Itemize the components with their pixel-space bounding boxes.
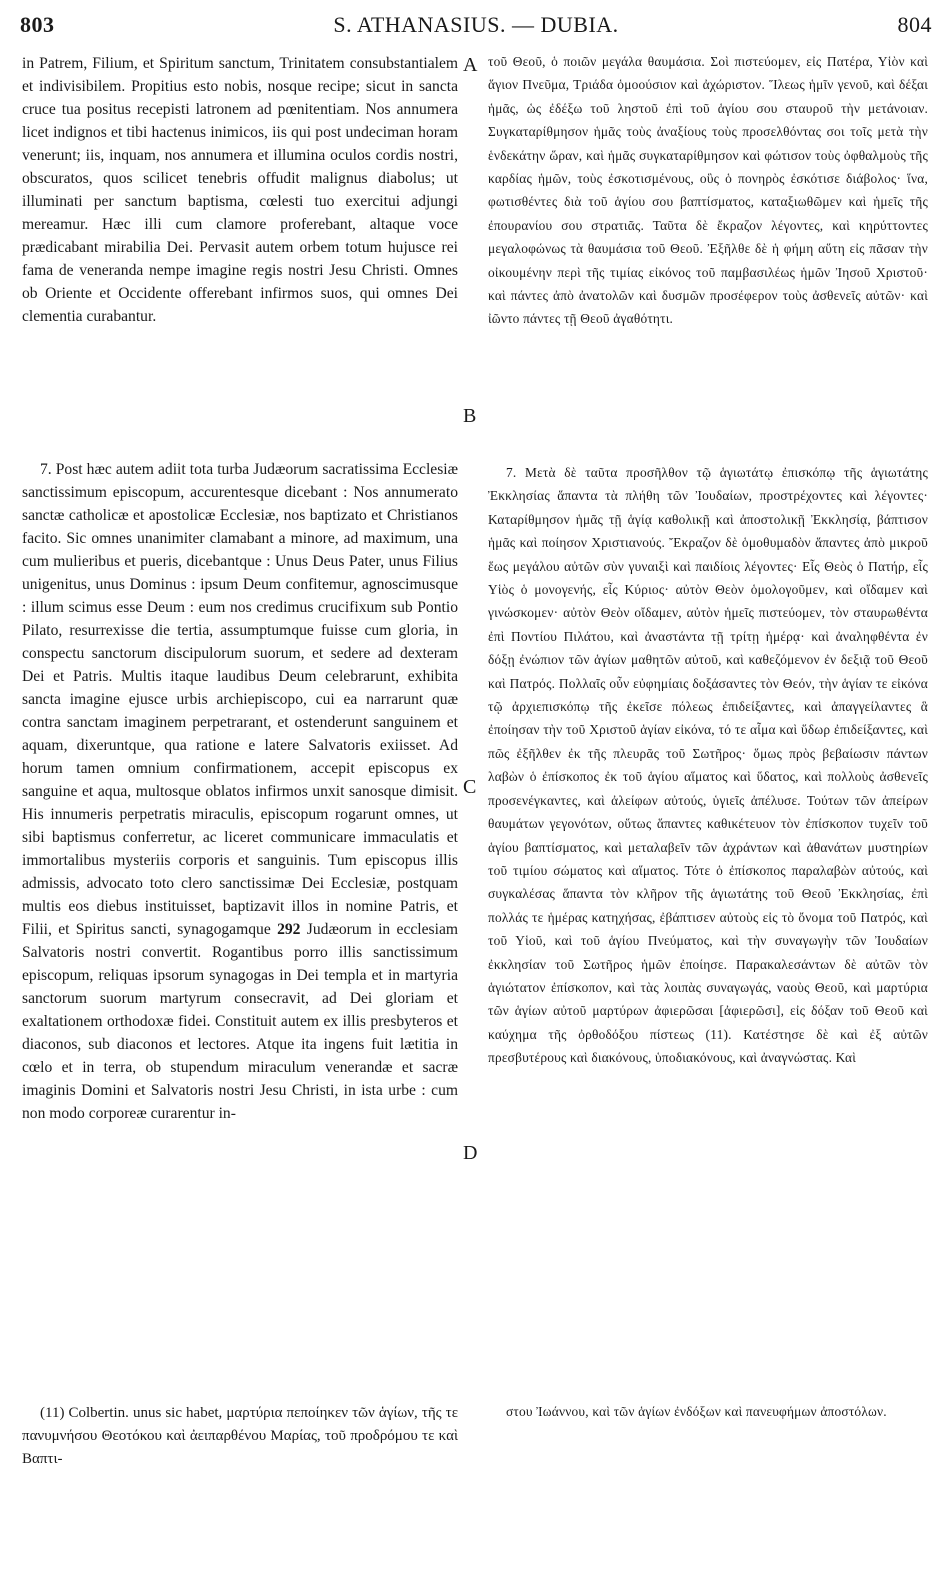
page-header bbox=[20, 12, 932, 46]
greek-section-7 bbox=[488, 461, 928, 1070]
running-title: S. ATHANASIUS. — DUBIA. bbox=[333, 12, 619, 37]
latin-paragraph-1: in Patrem, Filium, et Spiritum sanctum, Trinitatem consubstantialem et indivisibilem. Propitius esto nobis, nosque recipe; sicut in sancta cruce tua positus recepisti latronem ad pœnitentiam. Nos annumera licet indignos et tibi hactenus inimicos, iis qui post undeciman horam venerunt; iis, inquam, nos annumera et illumina oculos cordis nostri, obscuratos, quos scilicet tenebris offudit malignus diabolus; ut illuminati per sanctum baptisma, cœlesti tuo exercitui adjungi mereamur. Hæc illi cum clamore proferebant, altaque voce prædicabant mirabilia Dei. Pervasit autem orbem totum hujusce rei fama de veneranda nempe imagine regis nostri Jesu Christi. Omnes ob Oriente et Occidente offerebant infirmos suos, qui omnes Dei clementia curabantur. bbox=[22, 55, 458, 325]
margin-letter-a: A bbox=[463, 54, 478, 76]
latin-paragraph-7 bbox=[22, 458, 458, 1125]
greek-footnote bbox=[488, 1400, 928, 1423]
latin-section-7 bbox=[22, 458, 458, 1125]
greek-column bbox=[488, 50, 928, 331]
latin-footnote bbox=[22, 1402, 458, 1471]
footnote-11-continued: στου Ἰωάννου, καὶ τῶν ἁγίων ἐνδόξων καὶ πανευφήμων ἀποστόλων. bbox=[506, 1404, 887, 1419]
greek-paragraph-7: 7. Μετὰ δὲ ταῦτα προσῆλθον τῷ ἁγιωτάτῳ ἐπισκόπῳ τῆς ἁγιωτάτης Ἐκκλησίας ἅπαντα τὰ πλήθη τῶν Ἰουδαίων, προστρέχοντες καὶ λέγοντες· Καταρίθμησον ἡμᾶς τῇ ἁγίᾳ καθολικῇ καὶ ἀποστολικῇ Ἐκκλησίᾳ, βάπτισον ἡμᾶς καὶ ποίησον Χριστιανούς. Ἔκραζον δὲ ὁμοθυμαδὸν ἅπαντες ἀπὸ μικροῦ ἕως μεγάλου αὐτῶν σὺν γυναιξὶ καὶ παιδίοις λέγοντες· Εἷς Θεὸς ὁ Πατήρ, εἷς Υἱὸς ὁ μονογενής, εἷς Κύριος· αὐτὸν Θεὸν ὁμολογοῦμεν, καὶ οἴδαμεν καὶ γινώσκομεν· αὐτὸν Θεὸν οἴδαμεν, αὐτὸν ἡμεῖς πιστεύομεν, τὸν σταυρωθέντα ἐπὶ Ποντίου Πιλάτου, καὶ ἀναστάντα τῇ τρίτῃ ἡμέρᾳ· καὶ ἀναληφθέντα ἐν δόξῃ ἐνώπιον τῶν ἁγίων μαθητῶν αὐτοῦ, καὶ καθεζόμενον ἐν δεξιᾷ τοῦ Θεοῦ καὶ Πατρός. Πολλαῖς οὖν εὐφημίαις δοξάσαντες τὸν Θεόν, τὴν ἁγίαν τε εἰκόνα τῷ ἀρχιεπισκόπῳ τῆς ἐκεῖσε πόλεως ἐπιδείξαντες, καὶ ἀπαγγείλαντες ἃ ἐποίησαν τὴν τοῦ Χριστοῦ ἁγίαν εἰκόνα, τό τε αἷμα καὶ ὕδωρ ἐπιδείξαντες, καὶ πῶς ἐξῆλθεν ἐκ τῆς πλευρᾶς τοῦ Σωτῆρος· ὅμως πρὸς βεβαίωσιν πάντων λαβὼν ὁ ἐπίσκοπος ἐκ τοῦ ἁγίου αἵματος καὶ ὕδατος, καὶ πολλοὺς ἀσθενεῖς προσενέγκαντες, καὶ ἀλείφων αὐτούς, ὑγιεῖς ἀπέλυσε. Τούτων τῶν ἀπείρων θαυμάτων γεγονότων, οὕτως ἅπαντες καθικέτευον τὸν ἐπίσκοπον τυχεῖν τοῦ ἁγίου βαπτίσματος, καὶ μεταλαβεῖν τῶν ἀχράντων καὶ ἀθανάτων μυστηρίων τοῦ τιμίου σώματος καὶ αἵματος. Τότε ὁ ἐπίσκοπος παραλαβὼν αὐτούς, καὶ συγκαλέσας ἅπαντα τὸν κλῆρον τῆς ἁγιωτάτης τοῦ Θεοῦ Ἐκκλησίας, ἐπὶ πολλάς τε ἡμέρας κατηχήσας, ἐβάπτισεν αὐτοὺς εἰς τὸ ὄνομα τοῦ Πατρός, καὶ τοῦ Υἱοῦ, καὶ τοῦ ἁγίου Πνεύματος, καὶ τὴν συναγωγὴν τῶν Ἰουδαίων ἐκκλησίαν τοῦ Σωτῆρος ἡμῶν ἐποίησε. Παρακαλεσάντων δὲ αὐτῶν τὸν ἁγιώτατον ἐπίσκοπον, καὶ τὰς λοιπὰς συναγωγάς, ναοὺς Θεοῦ, καὶ μαρτύρια τῶν ἁγίων αὐτοῦ μαρτύρων ἀφιερῶσαι [ἀφιερῶσι], εἰς δόξαν τοῦ Θεοῦ καὶ καύχημα τῆς ὀρθοδόξου πίστεως (11). Κατέστησε δὲ καὶ ἐξ αὐτῶν πρεσβυτέρους καὶ διακόνους, ὑποδιακόνους, καὶ ἀναγνώστας. Καὶ bbox=[488, 465, 928, 1066]
greek-paragraph-1: τοῦ Θεοῦ, ὁ ποιῶν μεγάλα θαυμάσια. Σοὶ πιστεύομεν, εἰς Πατέρα, Υἱὸν καὶ ἅγιον Πνεῦμα, Τριάδα ὁμοούσιον καὶ ἀχώριστον. Ἵλεως ἡμῖν γενοῦ, καὶ δέξαι ἡμᾶς, ὡς ἐδέξω τοῦ ληστοῦ ἐπὶ τοῦ ἁγίου σου σταυροῦ τὴν μετάνοιαν. Συγκαταρίθμησον ἡμᾶς τοὺς ἀναξίους τοὺς προσελθόντας σοι τοῖς μετὰ τὴν ἑνδεκάτην ὥραν, καὶ ἡμᾶς συγκαταρίθμησον καὶ φώτισον τοὺς ὀφθαλμοὺς τῆς καρδίας ἡμῶν, τοὺς ἐσκοτισμένους, οὓς ὁ πονηρὸς ἐσκότισε διάβολος· ἵνα, φωτισθέντες διὰ τοῦ ἁγίου σου βαπτίσματος, καταξιωθῶμεν καὶ ἡμεῖς τῆς ἐπουρανίου σου στρατιᾶς. Ταῦτα δὲ ἔκραζον λέγοντες, καὶ κηρύττοντες μεγαλοφώνως τὰ θαυμάσια τοῦ Θεοῦ. Ἐξῆλθε δὲ ἡ φήμη αὕτη εἰς πᾶσαν τὴν οἰκουμένην περὶ τῆς τιμίας εἰκόνος τοῦ παμβασιλέως ἡμῶν Ἰησοῦ Χριστοῦ· καὶ πάντες ἀπὸ ἀνατολῶν καὶ δυσμῶν προσέφερον τοὺς ἀσθενεῖς αὐτῶν· καὶ ἰῶντο πάντες τῇ Θεοῦ ἀγαθότητι. bbox=[488, 54, 928, 327]
page-number-right: 804 bbox=[897, 12, 932, 37]
latin-text-part-b: Judæorum in ecclesiam Salvatoris nostri convertit. Rogantibus porro illis sanctissimum episcopum, reliquas ipsorum synagogas in Dei templa et in martyria sanctorum suorum martyrum consecravit, ad Dei gloriam et exaltationem orthodoxæ fidei. Constituit autem ex illis presbyteros et diaconos, sub diaconos et lectores. Atque ita ingens fuit lætitia in cœlo et in terra, ob stupendum miraculum venerandæ et sacræ imaginis Domini et Salvatoris nostri Jesu Christi, in ista urbe : cum non modo corporeæ curarentur in- bbox=[22, 921, 459, 1122]
latin-text-part-a: 7. Post hæc autem adiit tota turba Judæorum sacratissima Ecclesiæ sanctissimum episcopum, accurentesque dicebant : Nos annumerato sanctæ catholicæ et apostolicæ Ecclesiæ, nos baptizato et Christianos facito. Sic omnes unanimiter clamabant a minore, ad maximum, una cum mulieribus et pueris, dicebantque : Unus Deus Pater, unus Filius unigenitus, unus Dominus : ipsum Deum confitemur, agnoscimusque : illum scimus esse Deum : eum nos credimus crucifixum sub Pontio Pilato, resurrexisse die tertia, assumptumque fuisse cum gloria, in conspectu sanctorum discipulorum suorum, et sedere ad dexteram Dei et Patris. Multis itaque laudibus Deum celebrarunt, exhibita sancta imagine ejusce urbis archiepiscopo, cui ea narrarunt quæ contra sanctam imaginem perpetrarant, et ostenderunt sanguinem et aquam, dixeruntque, qua ratione e latere Salvatoris exiisset. Ad horum tamen omnium confirmationem, accepit episcopus ex sanguine et aqua, multosque oblatos infirmos unxit sanosque dimisit. His innumeris perpetratis miraculis, episcopum rogarunt omnes, ut sibi baptismus conferretur, ac liceret communicare immaculatis et immortalibus mysteriis corporis et sanguinis. Tum episcopus illis admissis, advocato toto clero sanctissimæ Dei Ecclesiæ, postquam multis eos diebus instituisset, baptizavit illos in nomine Patris, et Filii, et Spiritus sancti, synagogamque bbox=[22, 461, 458, 938]
latin-column bbox=[22, 52, 458, 328]
page-number-left: 803 bbox=[20, 12, 55, 37]
footnote-11: (11) Colbertin. unus sic habet, μαρτύρια πεποίηκεν τῶν ἁγίων, τῆς τε πανυμνήσου Θεοτόκου καὶ ἀειπαρθένου Μαρίας, τοῦ προδρόμου τε καὶ Βαπτι- bbox=[22, 1405, 458, 1467]
margin-letter-d: D bbox=[463, 1142, 478, 1164]
margin-letter-b: B bbox=[463, 405, 477, 427]
margin-letter-c: C bbox=[463, 776, 477, 798]
column-number: 292 bbox=[277, 921, 301, 938]
